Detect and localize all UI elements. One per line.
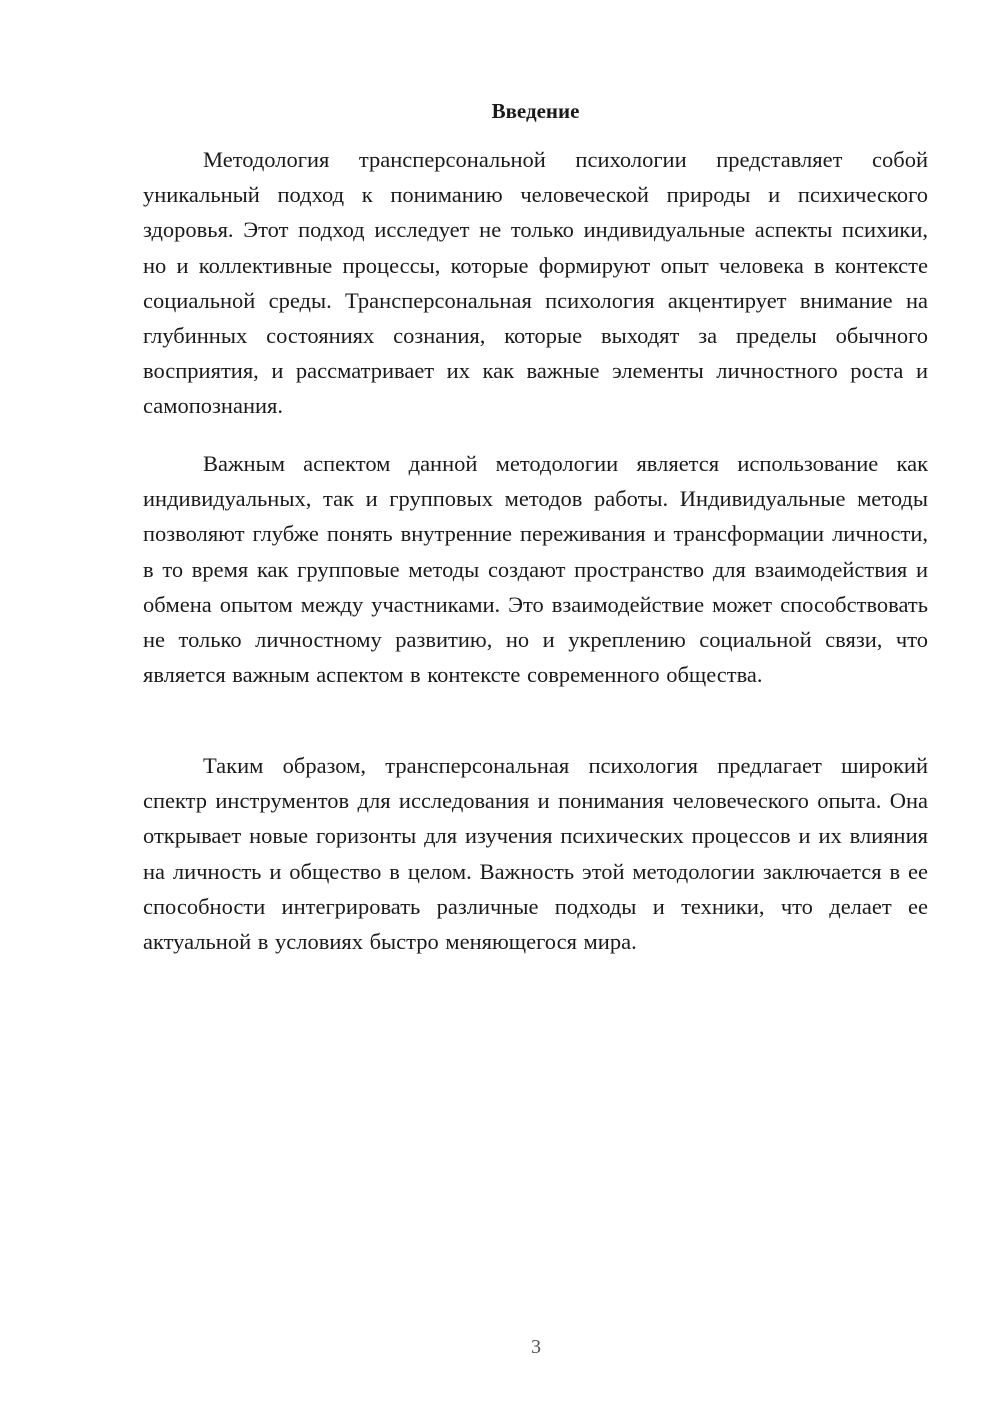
- paragraph-3: Таким образом, трансперсональная психология предлагает широкий спектр инструментов для исследования и понимания человеческого опыта. Она открывает новые горизонты для изучения психических процессов и их влияния на личность и общество в целом. Важность этой методологии заключается в ее способности интегрировать различные подходы и техники, что делает ее актуальной в условиях быстро меняющегося мира.: [143, 753, 928, 955]
- page-number: 3: [531, 1336, 541, 1358]
- paragraph-2: Важным аспектом данной методологии является использование как индивидуальных, так и групповых методов работы. Индивидуальные методы позволяют глубже понять внутренние переживания и трансформации личности, в то время как групповые методы создают пространство для взаимодействия и обмена опытом между участниками. Это взаимодействие может способствовать не только личностному развитию, но и укреплению социальной связи, что является важным аспектом в контексте современного общества.: [143, 451, 928, 688]
- paragraph-1-container: [143, 142, 928, 424]
- paragraph-2-container: [143, 446, 928, 692]
- page-title: Введение: [491, 99, 580, 123]
- paragraph-3-container: [143, 748, 928, 959]
- paragraph-1: Методология трансперсональной психологии представляет собой уникальный подход к пониманию человеческой природы и психического здоровья. Этот подход исследует не только индивидуальные аспекты психики, но и коллективные процессы, которые формируют опыт человека в контексте социальной среды. Трансперсональная психология акцентирует внимание на глубинных состояниях сознания, которые выходят за пределы обычного восприятия, и рассматривает их как важные элементы личностного роста и самопознания.: [143, 147, 928, 419]
